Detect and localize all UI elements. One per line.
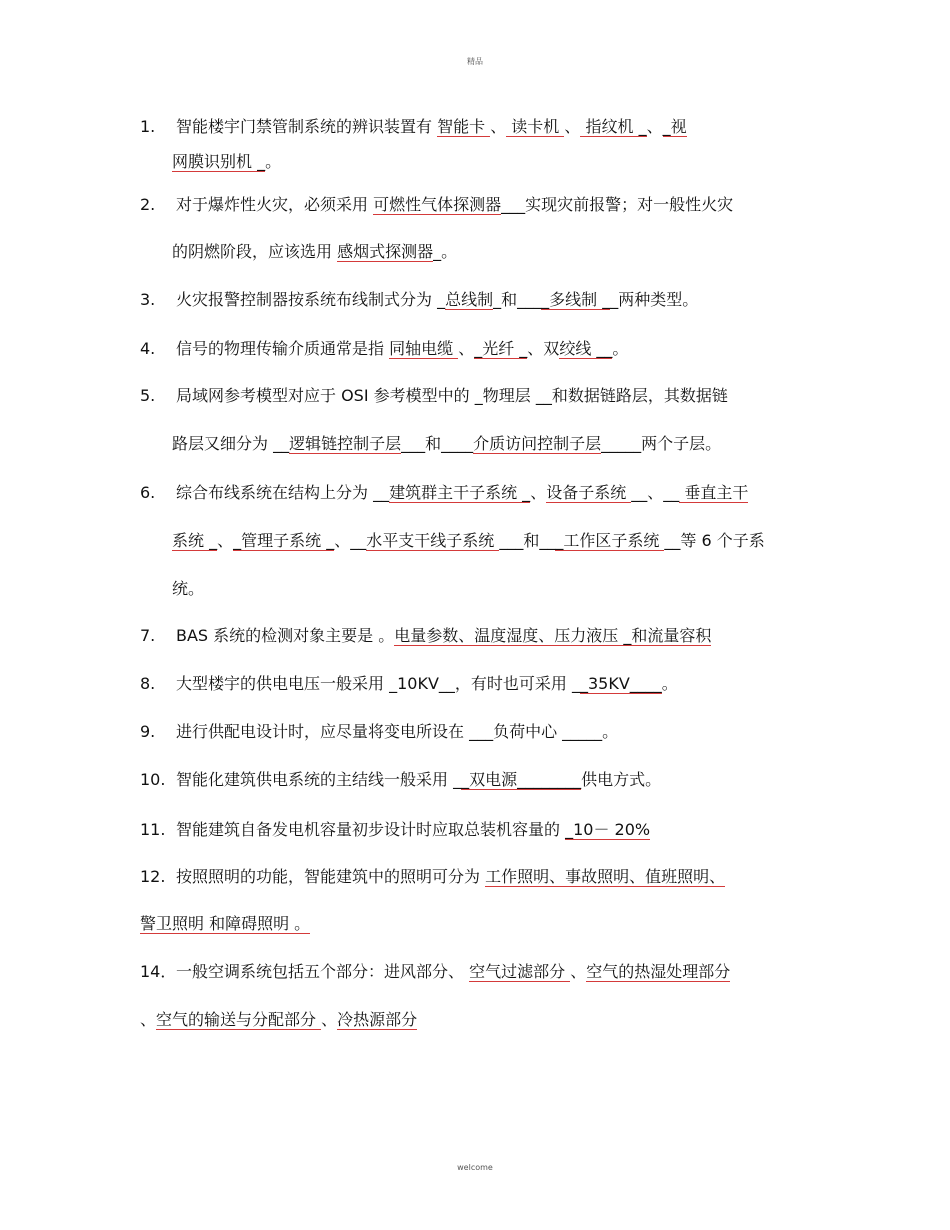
question-line — [140, 818, 650, 842]
question-text: 进行供配电设计时，应尽量将变电所设在 ___负荷中心 _____。 — [176, 722, 619, 741]
question-text: 、 — [217, 531, 234, 550]
question-text: 、 — [490, 117, 507, 136]
answer-text: _光纤 _ — [474, 339, 528, 358]
question-line — [172, 432, 721, 456]
answer-text: 设备子系统 — [546, 483, 632, 502]
question-number: 5. — [140, 386, 156, 405]
page-header: 精品 — [467, 57, 483, 66]
question-line — [140, 960, 730, 984]
question-text: ___实现灾前报警；对一般性火灾 — [501, 195, 734, 214]
question-text: 路层又细分为 __ — [172, 434, 290, 453]
question-text: 、 — [564, 117, 581, 136]
question-text: _两种类型。 — [610, 290, 699, 309]
answer-text: 水平支干线子系统 — [366, 531, 500, 550]
question-text: 、 — [321, 1010, 338, 1029]
answer-text: 冷热源部分 — [337, 1010, 418, 1029]
question-number: 7. — [140, 626, 156, 645]
answer-text: 空气的热湿处理部分 — [586, 962, 731, 981]
question-text: 一般空调系统包括五个部分：进风部分、 — [176, 962, 470, 981]
question-text: 智能建筑自备发电机容量初步设计时应取总装机容量的 — [176, 820, 566, 839]
question-text: BAS 系统的检测对象主要是 。 — [176, 626, 395, 645]
answer-text: _10－ 20% — [565, 820, 651, 839]
question-number: 9. — [140, 722, 156, 741]
question-line — [140, 384, 728, 408]
question-text: 、 — [646, 117, 663, 136]
page-footer: welcome — [457, 1163, 493, 1172]
question-text: _和___ — [493, 290, 542, 309]
question-number: 10. — [140, 770, 166, 789]
question-number: 1. — [140, 117, 156, 136]
answer-text: 网膜识别机 _ — [172, 152, 266, 171]
question-line — [140, 337, 628, 361]
question-line — [140, 768, 661, 792]
answer-text: _视 — [662, 117, 687, 136]
answer-text: _工作区子系统 — [555, 531, 665, 550]
question-line — [140, 865, 725, 889]
question-number: 11. — [140, 820, 166, 839]
answer-text: 感烟式探测器 — [337, 242, 434, 261]
question-number: 14． — [140, 962, 177, 981]
answer-text: 垂直主干 — [679, 483, 749, 502]
question-text: _____两个子层。 — [601, 434, 722, 453]
answer-text: 总线制 — [445, 290, 494, 309]
question-line — [140, 672, 678, 696]
question-text: ___和____ — [401, 434, 474, 453]
question-text: ___和__ — [499, 531, 556, 550]
answer-text: 同轴电缆 — [389, 339, 459, 358]
question-text: 局域网参考模型对应于 OSI 参考模型中的 _物理层 __和数据链路层，其数据链 — [176, 386, 728, 405]
question-text: 、 — [458, 339, 475, 358]
answer-text: _多线制 _ — [541, 290, 611, 309]
question-text: 、双 — [527, 339, 560, 358]
question-text: 对于爆炸性火灾，必须采用 — [176, 195, 374, 214]
question-number: 2. — [140, 195, 156, 214]
question-line — [140, 288, 698, 312]
answer-text: 空气过滤部分 — [469, 962, 571, 981]
answer-text: 可燃性气体探测器 — [373, 195, 502, 214]
question-text: 、 — [530, 483, 547, 502]
question-text: 供电方式。 — [581, 770, 662, 789]
answer-text: _管理子系统 _ — [233, 531, 335, 550]
question-number: 12. — [140, 867, 166, 886]
question-line — [172, 150, 281, 174]
question-text: 智能楼宇门禁管制系统的辨识装置有 — [176, 117, 438, 136]
answer-text: 指纹机 _ — [580, 117, 647, 136]
question-line — [172, 577, 204, 601]
question-line — [140, 912, 310, 936]
question-number: 6. — [140, 483, 156, 502]
question-text: 、 — [140, 1010, 157, 1029]
answer-text: 电量参数、温度湿度、压力液压 _和流量容积 — [394, 626, 712, 645]
answer-text: 绞线 __ — [559, 339, 613, 358]
question-line — [140, 115, 687, 139]
question-text: 。 — [612, 339, 629, 358]
answer-text: 系统 _ — [172, 531, 218, 550]
question-text: 信号的物理传输介质通常是指 — [176, 339, 390, 358]
question-text: _。 — [433, 242, 458, 261]
answer-text: 介质访问控制子层 — [473, 434, 602, 453]
question-text: 、 — [570, 962, 587, 981]
answer-text: _双电源________ — [461, 770, 582, 789]
answer-text: 智能卡 — [437, 117, 491, 136]
question-text: 综合布线系统在结构上分为 __ — [176, 483, 390, 502]
question-text: 火灾报警控制器按系统布线制式分为 _ — [176, 290, 446, 309]
answer-text: _35KV____ — [579, 674, 662, 693]
answer-text: 警卫照明 和障碍照明 。 — [140, 914, 311, 933]
question-line — [140, 481, 748, 505]
question-text: __、__ — [631, 483, 680, 502]
answer-text: 建筑群主干子系统 _ — [389, 483, 531, 502]
question-text: 、__ — [334, 531, 367, 550]
question-line — [172, 529, 765, 553]
question-text: 。 — [661, 674, 678, 693]
question-text: 。 — [265, 152, 282, 171]
answer-text: 逻辑链控制子层 — [289, 434, 402, 453]
question-line — [172, 240, 457, 264]
question-number: 3. — [140, 290, 156, 309]
question-line — [140, 720, 618, 744]
question-number: 4. — [140, 339, 156, 358]
question-text: 统。 — [172, 579, 205, 598]
question-number: 8. — [140, 674, 156, 693]
question-text: 大型楼宇的供电电压一般采用 _10KV__，有时也可采用 _ — [176, 674, 580, 693]
answer-text: 读卡机 — [506, 117, 565, 136]
answer-text: 工作照明、事故照明、值班照明、 — [485, 867, 726, 886]
question-line — [140, 624, 711, 648]
question-text: 的阴燃阶段，应该选用 — [172, 242, 338, 261]
answer-text: 空气的输送与分配部分 — [156, 1010, 322, 1029]
question-text: __等 6 个子系 — [664, 531, 765, 550]
question-line — [140, 1008, 417, 1032]
question-line — [140, 193, 733, 217]
question-text: 按照照明的功能，智能建筑中的照明可分为 — [176, 867, 486, 886]
question-text: 智能化建筑供电系统的主结线一般采用 _ — [176, 770, 462, 789]
